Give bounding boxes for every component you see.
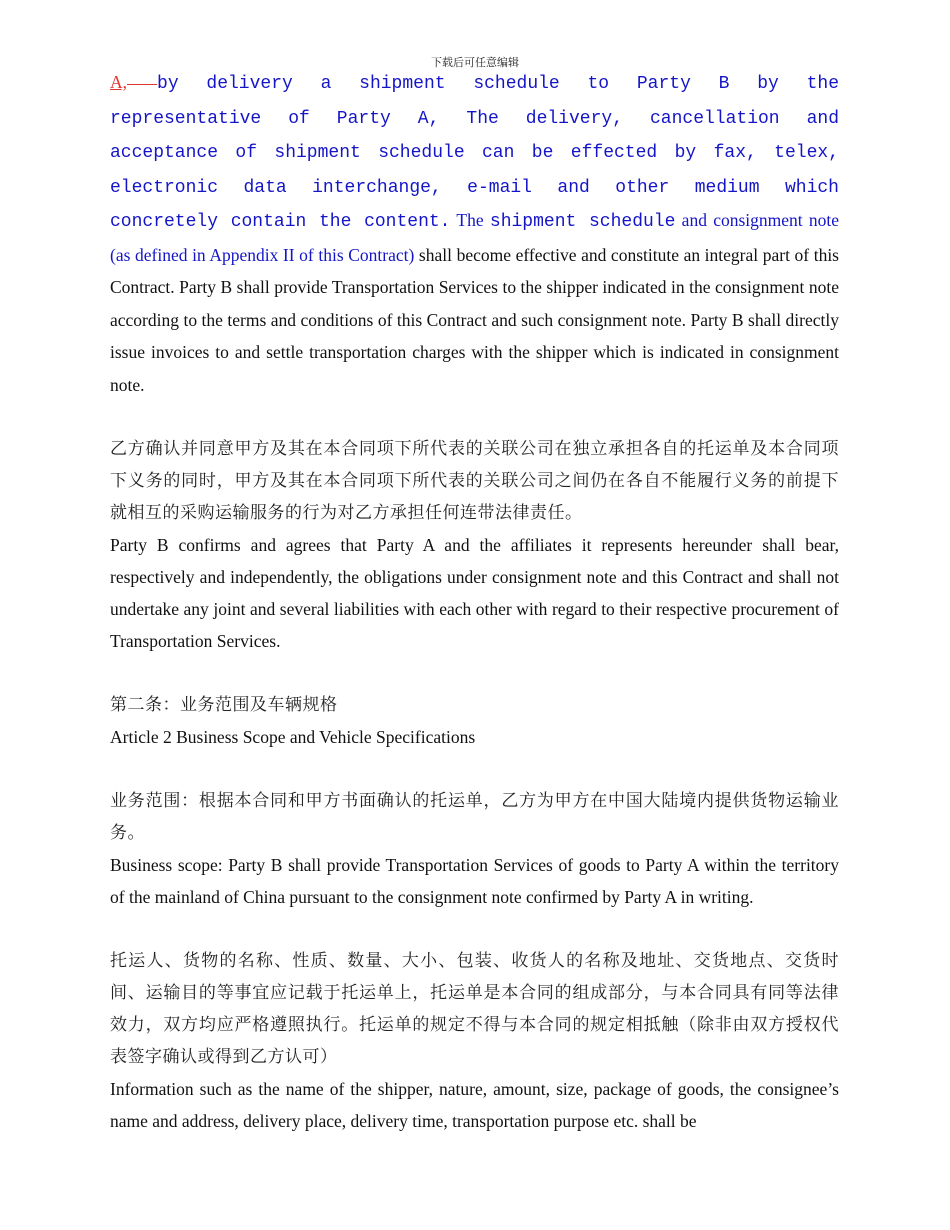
red-prefix: A, bbox=[110, 72, 128, 92]
header-note: 下载后可任意编辑 bbox=[431, 56, 519, 69]
plain-text: shall become effective and constitute an integral part of this Contract. Party B shall provide Transportation Services to the shipper indicated in the consignment note according to the terms and conditions of this Contract and such consignment note. Party B shall directly issue invoices to and settle transportation charges with the shipper which is indicated in consignment note. bbox=[110, 244, 839, 395]
paragraph-liability-en: Party B confirms and agrees that Party A and the affiliates it represents hereunder shall bear, respectively and independently, the obligations under consignment note and this Contract and shall not undertake any joint and several liabilities with each other with regard to their respective procurement of Transportation Services. bbox=[110, 535, 839, 651]
document-body bbox=[110, 66, 839, 1137]
spacer bbox=[110, 913, 839, 945]
paragraph-scope-zh: 业务范围：根据本合同和甲方书面确认的托运单，乙方为甲方在中国大陆境内提供货物运输业务。 bbox=[110, 791, 839, 843]
blue-mono-text-2: shipment schedule bbox=[489, 212, 676, 232]
article-heading-zh: 第二条：业务范围及车辆规格 bbox=[110, 695, 338, 715]
paragraph-consignment-zh: 托运人、货物的名称、性质、数量、大小、包装、收货人的名称及地址、交货地点、交货时间、运输目的等事宜应记载于托运单上，托运单是本合同的组成部分，与本合同具有同等法律效力，双方均应严格遵照执行。托运单的规定不得与本合同的规定相抵触（除非由双方授权代表签字确认或得到乙方认可） bbox=[110, 951, 839, 1067]
blue-serif-text-2: and consignment note (as defined in Appendix II of this Contract) bbox=[110, 210, 840, 265]
red-underline-gap bbox=[127, 83, 157, 85]
paragraph-shipment-schedule bbox=[110, 66, 839, 401]
spacer bbox=[110, 753, 839, 785]
spacer bbox=[110, 657, 839, 689]
paragraph-consignment-en: Information such as the name of the shipper, nature, amount, size, package of goods, the consignee’s name and address, delivery place, delivery time, transportation purpose etc. shall be bbox=[110, 1079, 839, 1131]
blue-serif-text: The bbox=[450, 210, 490, 230]
blue-mono-text: by delivery a shipment schedule to Party B by the representative of Party A, The delivery, cancellation and acceptance of shipment schedule can be effected by fax, telex, electronic data interchange, e-mail and other medium which concretely contain the content. bbox=[110, 74, 839, 232]
paragraph-scope-en: Business scope: Party B shall provide Transportation Services of goods to Party A within the territory of the mainland of China pursuant to the consignment note confirmed by Party A in writing. bbox=[110, 855, 839, 907]
paragraph-liability-zh: 乙方确认并同意甲方及其在本合同项下所代表的关联公司在独立承担各自的托运单及本合同项下义务的同时，甲方及其在本合同项下所代表的关联公司之间仍在各自不能履行义务的前提下就相互的采购运输服务的行为对乙方承担任何连带法律责任。 bbox=[110, 439, 839, 523]
article-heading-en: Article 2 Business Scope and Vehicle Specifications bbox=[110, 727, 476, 747]
spacer bbox=[110, 401, 839, 433]
